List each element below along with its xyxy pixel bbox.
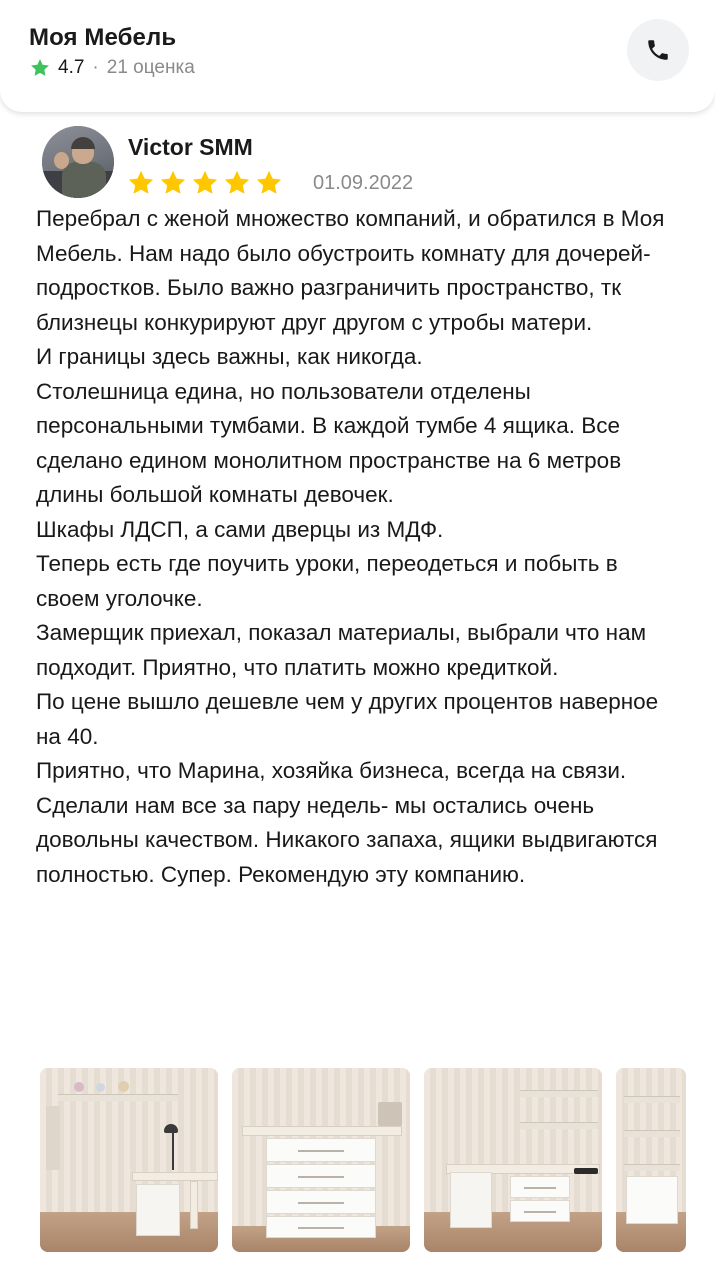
review-paragraph: Теперь есть где поучить уроки, переодеться и побыть в своем уголочке. — [36, 551, 618, 611]
avatar[interactable] — [42, 126, 114, 198]
review-paragraph: И границы здесь важны, как никогда. — [36, 344, 423, 369]
review-date: 01.09.2022 — [313, 172, 414, 194]
review-photo-2[interactable] — [232, 1068, 410, 1252]
review-item — [0, 112, 715, 892]
star-icon — [254, 168, 284, 198]
review-paragraph: Шкафы ЛДСП, а сами дверцы из МДФ. — [36, 516, 444, 542]
rating-count: 21 оценка — [106, 57, 195, 78]
phone-icon — [645, 37, 671, 63]
rating-summary[interactable] — [29, 57, 195, 79]
rating-separator: · — [92, 57, 99, 78]
star-icon — [190, 168, 220, 198]
star-icon — [29, 57, 51, 79]
review-photo-3[interactable] — [424, 1068, 602, 1252]
review-rating-stars — [126, 168, 284, 198]
review-paragraph: Перебрал с женой множество компаний, и обратился в Моя Мебель. Нам надо было обустроить комнату для дочерей-подростков. Было важно разграничить пространство, тк близнецы конкурируют друг другом с утробы матери. — [36, 206, 665, 335]
star-icon — [222, 168, 252, 198]
star-icon — [126, 168, 156, 198]
review-paragraph: По цене вышло дешевле чем у других процентов наверное на 40. — [36, 689, 659, 749]
star-icon — [158, 168, 188, 198]
review-header — [0, 112, 715, 202]
rating-value: 4.7 — [58, 57, 85, 78]
business-header-card — [0, 0, 715, 112]
page-title: Моя Мебель — [29, 24, 177, 51]
review-paragraph: Столешница едина, но пользователи отделены персональными тумбами. В каждой тумбе 4 ящика. Все сделано едином монолитном пространстве на 6 метров длины большой комнаты девочек. — [36, 378, 622, 507]
reviewer-name: Victor SMM — [128, 134, 253, 160]
review-paragraph: Приятно, что Марина, хозяйка бизнеса, всегда на связи. Сделали нам все за пару недель- мы остались очень довольны качеством. Никакого запаха, ящики выдвигаются полностью. Супер. Рекомендую эту компанию. — [36, 758, 658, 887]
call-button[interactable] — [627, 19, 689, 81]
review-photo-strip[interactable] — [0, 1068, 715, 1258]
review-photo-1[interactable] — [40, 1068, 218, 1252]
review-text — [0, 202, 715, 892]
review-photo-4[interactable] — [616, 1068, 686, 1252]
review-paragraph: Замерщик приехал, показал материалы, выбрали что нам подходит. Приятно, что платить можно кредиткой. — [36, 620, 647, 680]
